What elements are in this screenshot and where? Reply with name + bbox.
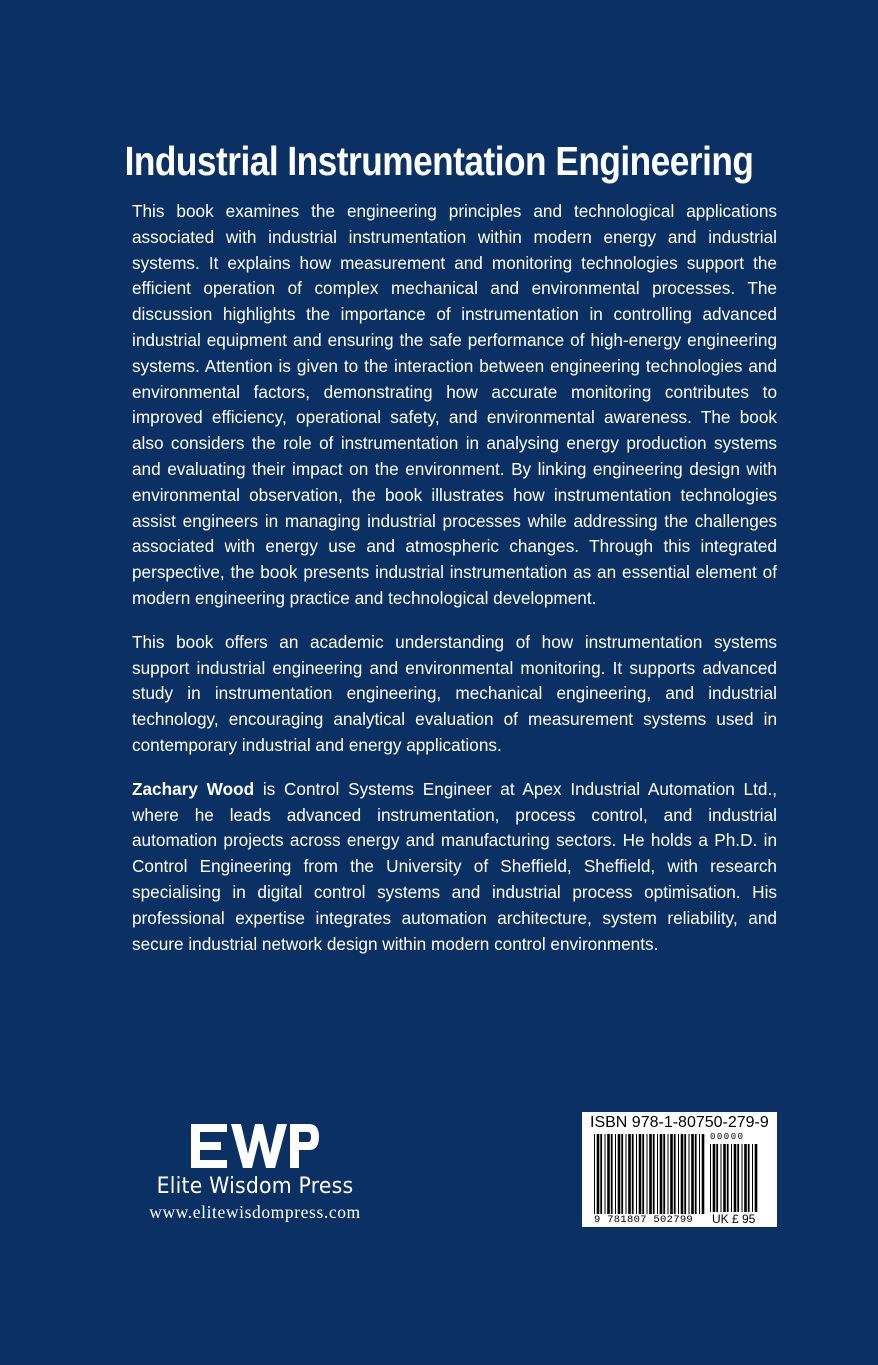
barcode-digits: 9 781807 502799 (594, 1214, 694, 1226)
author-name: Zachary Wood (132, 778, 255, 799)
author-bio-text: is Control Systems Engineer at Apex Industrial Automation Ltd., where he leads advanced instrumentation, process control, and industrial automation projects across energy and manufacturing sectors. He holds a Ph.D. in Control Engineering from the University of Sheffield, Sheffield, with research specialising in digital control systems and industrial process optimisation. His professional expertise integrates automation architecture, system reliability, and secure industrial network design within modern control environments. (132, 778, 778, 954)
publisher-logo-block (130, 1124, 380, 1223)
isbn-label: ISBN 978-1-80750-279-9 (590, 1114, 769, 1131)
book-title: Industrial Instrumentation Engineering (124, 138, 754, 184)
description-paragraph-2: This book offers an academic understanding of how instrumentation systems support industrial engineering and environmental monitoring. It supports advanced study in instrumentation engineering, mechanical engineering, and industrial technology, encouraging analytical evaluation of measurement systems used in contemporary industrial and energy applications. (132, 631, 777, 755)
publisher-url: www.elitewisdompress.com (149, 1202, 361, 1222)
isbn-barcode (582, 1112, 777, 1227)
publisher-logo (191, 1124, 319, 1168)
barcode-addon-digits: 00000 (710, 1132, 745, 1142)
barcode-bars (582, 1112, 777, 1227)
author-bio (132, 777, 777, 958)
price-label: UK £ 95 (712, 1212, 756, 1226)
description-paragraph-1: This book examines the engineering principles and technological applications associated with industrial instrumentation within modern energy and industrial systems. It explains how measurement and monitoring technologies support the efficient operation of complex mechanical and environmental processes. The discussion highlights the importance of instrumentation in controlling advanced industrial equipment and ensuring the safe performance of high-energy engineering systems. Attention is given to the interaction between engineering technologies and environmental factors, demonstrating how accurate monitoring contributes to improved efficiency, operational safety, and environmental awareness. The book also considers the role of instrumentation in analysing energy production systems and evaluating their impact on the environment. By linking engineering design with environmental observation, the book illustrates how instrumentation technologies assist engineers in managing industrial processes while addressing the challenges associated with energy use and atmospheric changes. Through this integrated perspective, the book presents industrial instrumentation as an essential element of modern engineering practice and technological development. (132, 201, 777, 608)
book-description (132, 199, 777, 975)
publisher-name: Elite Wisdom Press (156, 1174, 354, 1199)
